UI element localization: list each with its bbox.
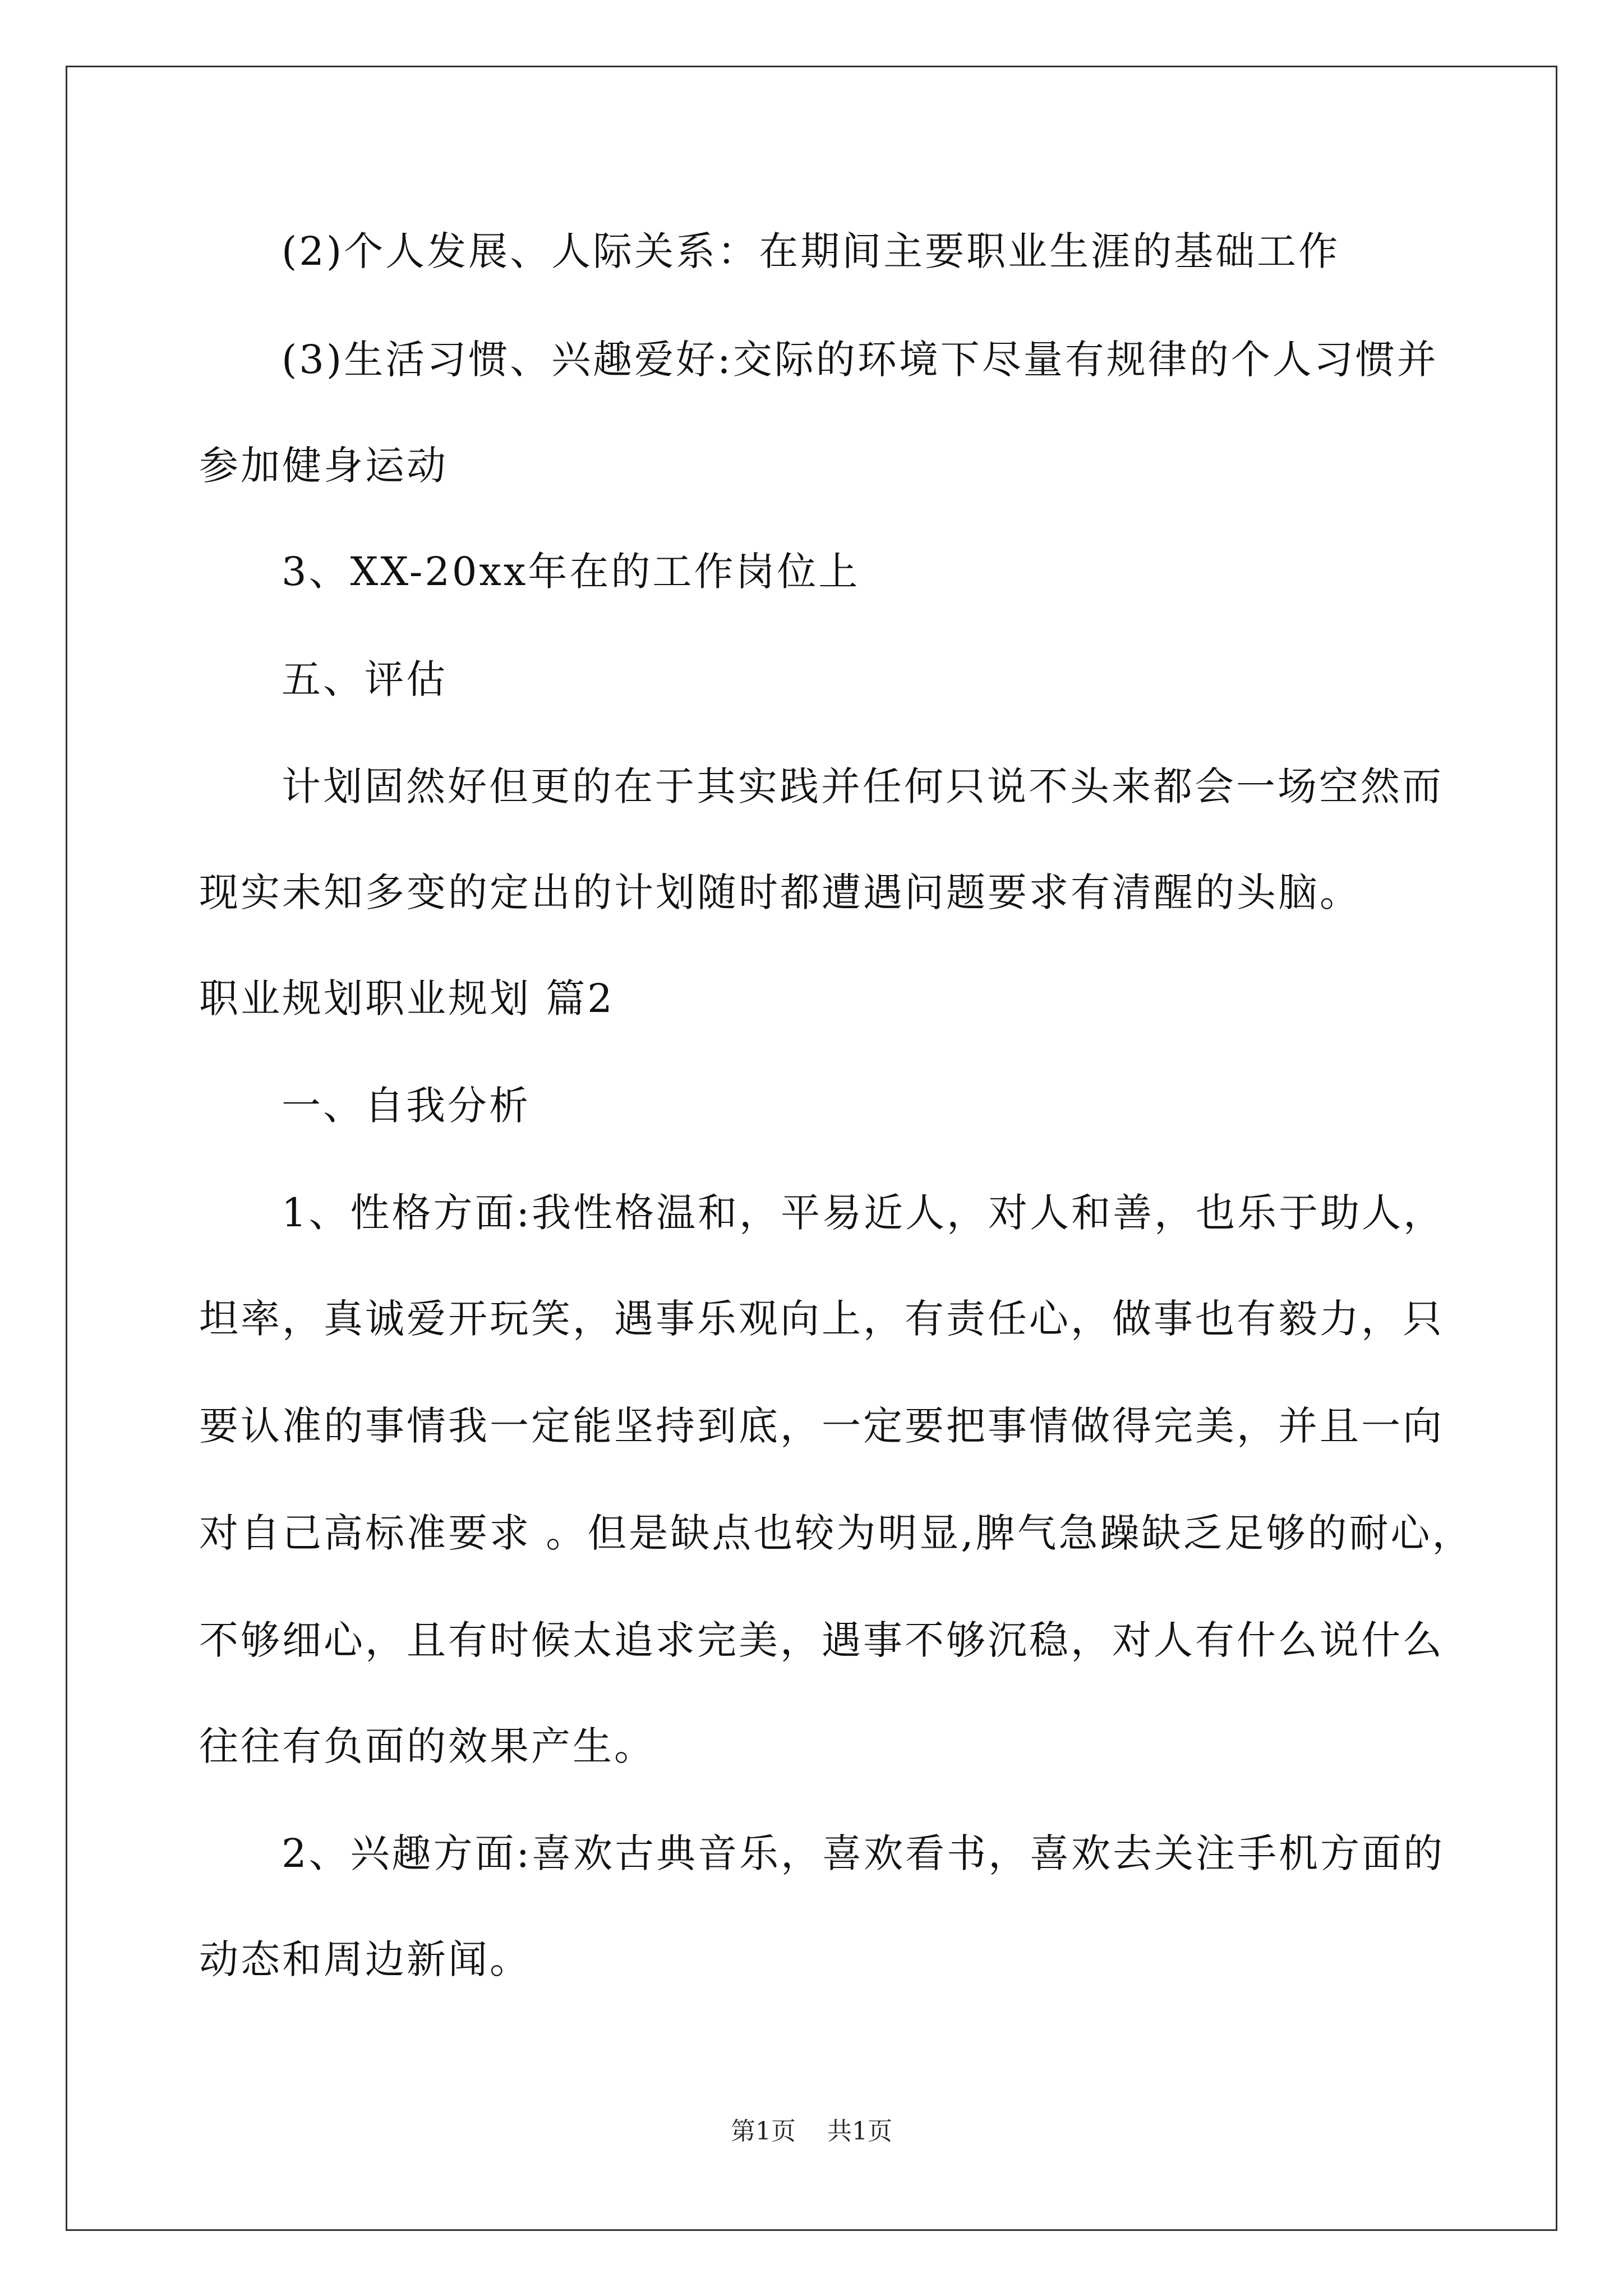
page-border: [66, 66, 1557, 2231]
line-interests-1: 2、兴趣方面:喜欢古典音乐，喜欢看书，喜欢去关注手机方面的: [282, 1830, 1445, 1876]
line-interests-2: 动态和周边新闻。: [199, 1936, 531, 1982]
line-plan-practice: 计划固然好但更的在于其实践并任何只说不头来都会一场空然而: [282, 763, 1444, 809]
section-heading-evaluation: 五、评估: [282, 656, 448, 702]
line-job-position: 3、XX-20xx年在的工作岗位上: [282, 549, 860, 595]
line-personal-development: (2)个人发展、人际关系：在期间主要职业生涯的基础工作: [282, 228, 1340, 274]
page-footer: [0, 2115, 1623, 2148]
line-personality-1: 1、性格方面:我性格温和，平易近人，对人和善，也乐于助人，: [282, 1190, 1445, 1236]
line-personality-4: 对自己高标准要求 。但是缺点也较为明显,脾气急躁缺乏足够的耐心，: [199, 1510, 1474, 1556]
line-personality-2: 坦率，真诚爱开玩笑，遇事乐观向上，有责任心，做事也有毅力，只: [199, 1296, 1444, 1342]
line-personality-6: 往往有负面的效果产生。: [199, 1723, 656, 1769]
section-heading-self-analysis: 一、自我分析: [282, 1083, 531, 1129]
page-total: 共1页: [827, 2117, 892, 2146]
line-personality-5: 不够细心，且有时候太追求完美，遇事不够沉稳，对人有什么说什么: [199, 1617, 1444, 1663]
article-heading-part-2: 职业规划职业规划 篇2: [199, 976, 615, 1022]
page-number: 第1页: [731, 2117, 796, 2146]
line-habits-interests: (3)生活习惯、兴趣爱好:交际的环境下尽量有规律的个人习惯并: [282, 337, 1438, 383]
line-plan-reality: 现实未知多变的定出的计划随时都遭遇问题要求有清醒的头脑。: [199, 869, 1361, 915]
line-personality-3: 要认准的事情我一定能坚持到底，一定要把事情做得完美，并且一向: [199, 1403, 1444, 1449]
line-fitness: 参加健身运动: [199, 443, 448, 489]
